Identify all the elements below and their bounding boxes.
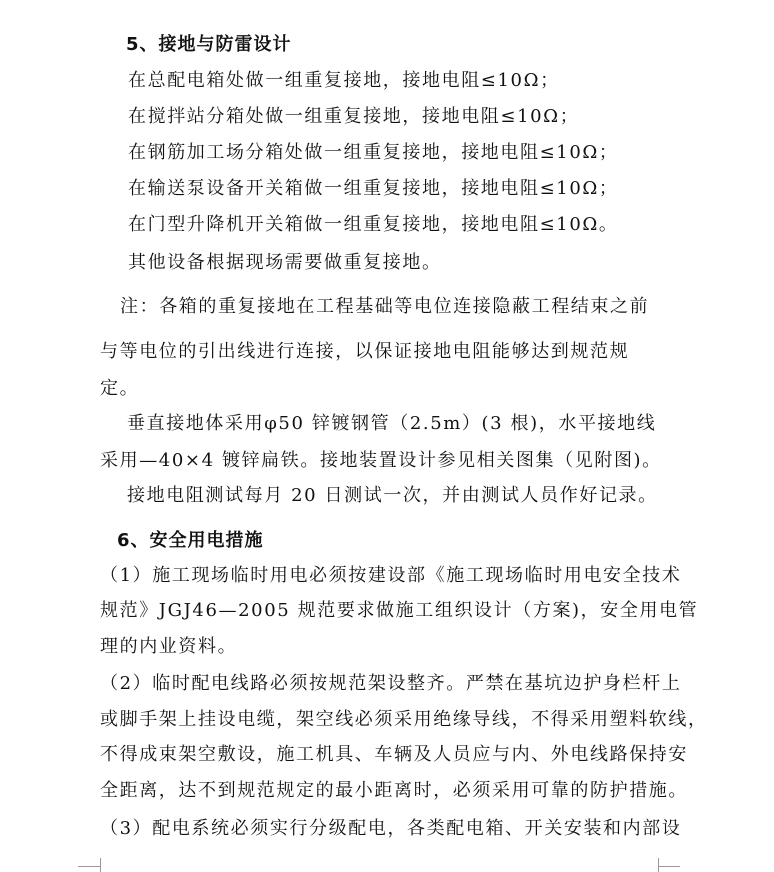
crop-mark: [100, 858, 101, 872]
crop-mark: [658, 858, 659, 872]
item-line: 或脚手架上挂设电缆，架空线必须采用绝缘导线，不得采用塑料软线，: [100, 709, 708, 730]
crop-mark: [658, 866, 680, 867]
crop-mark: [78, 866, 100, 867]
item-line: 规范》JGJ46—2005 规范要求做施工组织设计（方案)，安全用电管: [100, 600, 699, 621]
note-line: 注：各箱的重复接地在工程基础等电位连接隐蔽工程结束之前: [120, 296, 650, 317]
note-line: 与等电位的引出线进行连接，以保证接地电阻能够达到规范规: [100, 341, 630, 362]
paragraph-line: 接地电阻测试每月 20 日测试一次，并由测试人员作好记录。: [127, 485, 658, 506]
paragraph-line: 采用—40×4 镀锌扁铁。接地装置设计参见相关图集（见附图)。: [100, 450, 662, 471]
item-line: （3）配电系统必须实行分级配电，各类配电箱、开关安装和内部设: [100, 818, 682, 839]
paragraph-line: 其他设备根据现场需要做重复接地。: [128, 252, 442, 273]
paragraph-line: 在总配电箱处做一组重复接地，接地电阻≤10Ω；: [128, 70, 560, 91]
section-6-heading: 6、安全用电措施: [117, 530, 264, 551]
item-line: 理的内业资料。: [100, 636, 238, 657]
section-5-heading: 5、接地与防雷设计: [126, 34, 292, 55]
paragraph-line: 在钢筋加工场分箱处做一组重复接地，接地电阻≤10Ω；: [128, 142, 619, 163]
item-line: （1）施工现场临时用电必须按建设部《施工现场临时用电安全技术: [100, 565, 682, 586]
paragraph-line: 在输送泵设备开关箱做一组重复接地，接地电阻≤10Ω；: [128, 178, 619, 199]
paragraph-line: 垂直接地体采用φ50 锌镀钢管（2.5m）(3 根)，水平接地线: [127, 413, 657, 434]
paragraph-line: 在门型升降机开关箱做一组重复接地，接地电阻≤10Ω。: [128, 214, 619, 235]
item-line: （2）临时配电线路必须按规范架设整齐。严禁在基坑边护身栏杆上: [100, 673, 682, 694]
paragraph-line: 在搅拌站分箱处做一组重复接地，接地电阻≤10Ω；: [128, 106, 580, 127]
note-line: 定。: [100, 378, 140, 399]
item-line: 全距离，达不到规范规定的最小距离时，必须采用可靠的防护措施。: [100, 780, 688, 801]
item-line: 不得成束架空敷设，施工机具、车辆及人员应与内、外电线路保持安: [100, 744, 688, 765]
